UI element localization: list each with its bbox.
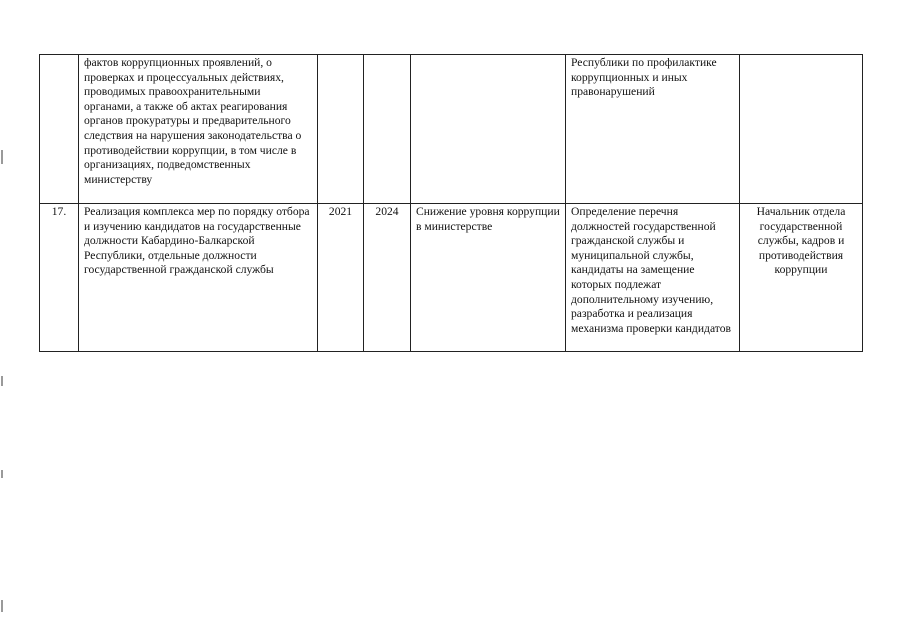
start-year-cell — [318, 55, 364, 204]
row-number-cell: 17. — [40, 204, 79, 352]
end-year-cell — [364, 55, 411, 204]
table-row — [40, 55, 863, 204]
measure-cell: Реализация комплекса мер по порядку отбора и изучению кандидатов на государственные должности Кабардино-Балкарской Республики, отдельные должности государственной гражданской службы — [79, 204, 318, 352]
indicator-cell: Республики по профилактике коррупционных и иных правонарушений — [566, 55, 740, 204]
responsible-cell: Начальник отдела государственной службы, кадров и противодействия коррупции — [740, 204, 863, 352]
scan-artifact — [1, 600, 3, 612]
start-year-cell: 2021 — [318, 204, 364, 352]
expected-result-cell: Снижение уровня коррупции в министерстве — [411, 204, 566, 352]
expected-result-cell — [411, 55, 566, 204]
responsible-cell — [740, 55, 863, 204]
table-row — [40, 204, 863, 352]
end-year-cell: 2024 — [364, 204, 411, 352]
row-number-cell — [40, 55, 79, 204]
scan-artifact — [1, 150, 3, 164]
measure-cell: фактов коррупционных проявлений, о проверках и процессуальных действиях, проводимых правоохранительными органами, а также об актах реагирования органов прокуратуры и предварительного следствия на нарушения законодательства о противодействии коррупции, в том числе в организациях, подведомственных министерству — [79, 55, 318, 204]
scan-artifact — [1, 376, 3, 386]
scan-artifact — [1, 470, 3, 478]
indicator-cell: Определение перечня должностей государственной гражданской службы и муниципальной службы, кандидаты на замещение которых подлежат дополнительному изучению, разработка и реализация механизма проверки кандидатов — [566, 204, 740, 352]
measures-table — [39, 54, 863, 352]
